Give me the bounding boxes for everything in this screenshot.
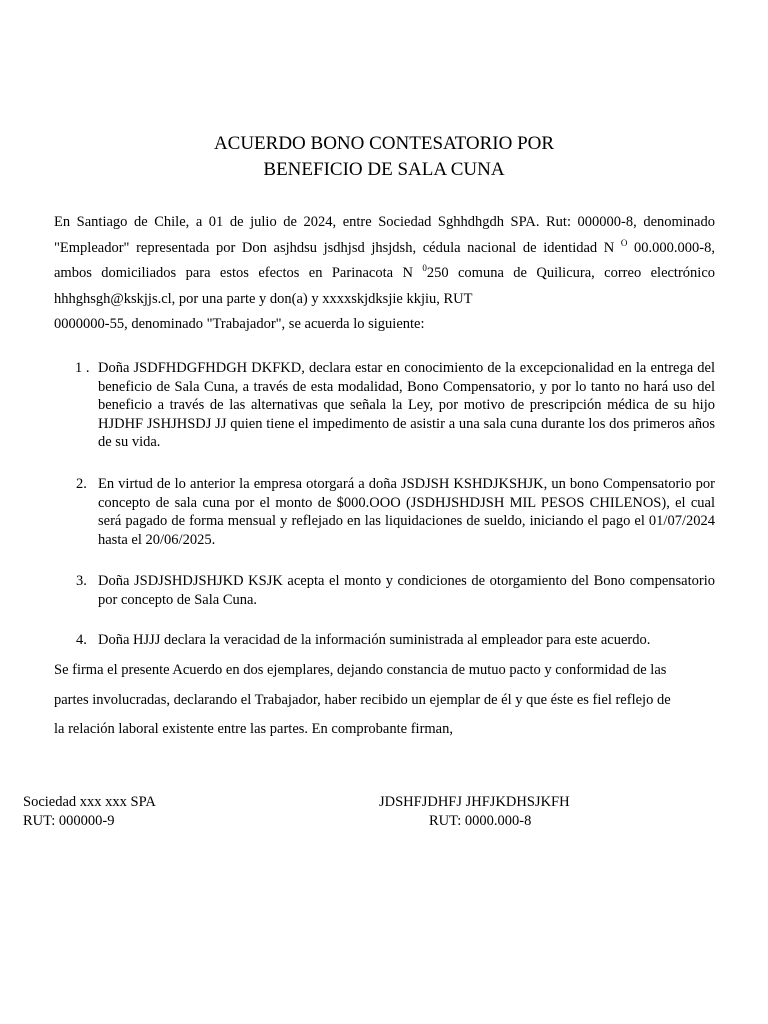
intro-line-1: En Santiago de Chile, a 01 de julio de 2024, entre Sociedad Sghhdhgdh SPA. Rut: 000000-8, denominado bbox=[54, 214, 715, 230]
title-line-2: BENEFICIO DE SALA CUNA bbox=[263, 159, 505, 180]
intro-line-2-text: "Empleador" representada por Don asjhdsu jsdhjsd jhsjdsh, cédula nacional de identidad N bbox=[54, 239, 615, 256]
worker-signature-block bbox=[379, 793, 570, 830]
intro-line-3-address: 250 comuna de Quilicura, correo electrónico bbox=[426, 265, 716, 281]
worker-name: JDSHFJDHFJ JHFJKDHSJKFH bbox=[379, 794, 570, 810]
intro-line-3-text: ambos domiciliados para estos efectos en Parinacota N bbox=[54, 265, 423, 281]
employer-signature-block bbox=[23, 793, 156, 830]
list-item-text: Doña JSDJSHDJSHJKD KSJK acepta el monto y condiciones de otorgamiento del Bono compensatorio por concepto de Sala Cuna. bbox=[98, 573, 715, 608]
list-item-number: 1 . bbox=[75, 360, 90, 376]
list-item bbox=[54, 359, 715, 452]
closing-line-1: Se firma el presente Acuerdo en dos ejemplares, dejando constancia de mutuo pacto y conformidad de las bbox=[54, 662, 667, 678]
list-item-text: Doña JSDFHDGFHDGH DKFKD, declara estar en conocimiento de la excepcionalidad en la entrega del beneficio de Sala Cuna, a través de esta modalidad, Bono Compensatorio, y por lo tanto no hará uso del beneficio a través de las alternativas que señala la Ley, por motivo de prescripción médica de su hijo HJDHF JSHJHSDJ JJ quien tiene el impedimento de asistir a una sala cuna durante los dos primeros años de su vida. bbox=[98, 360, 715, 450]
list-item bbox=[54, 572, 715, 609]
list-item bbox=[54, 475, 715, 549]
list-item-number: 4. bbox=[76, 632, 87, 648]
intro-line-2-id: 00.000.000-8, bbox=[627, 239, 716, 256]
employer-rut: RUT: 000000-9 bbox=[23, 812, 115, 829]
list-item-number: 2. bbox=[76, 476, 87, 492]
closing-paragraph bbox=[54, 656, 715, 745]
employer-name: Sociedad xxx xxx SPA bbox=[23, 794, 156, 810]
title-line-1: ACUERDO BONO CONTESATORIO POR bbox=[213, 133, 555, 154]
list-item-number: 3. bbox=[76, 573, 87, 589]
closing-line-2: partes involucradas, declarando el Trabajador, haber recibido un ejemplar de él y que éste es fiel reflejo de bbox=[54, 691, 671, 708]
intro-line-4: hhhghsgh@kskjjs.cl, por una parte y don(a) y xxxxskjdksjie kkjiu, RUT bbox=[54, 290, 473, 307]
intro-line-5: 0000000-55, denominado "Trabajador", se acuerda lo siguiente: bbox=[54, 316, 425, 332]
document-title bbox=[0, 131, 768, 183]
worker-rut: RUT: 0000.000-8 bbox=[429, 812, 532, 829]
list-item-text: Doña HJJJ declara la veracidad de la información suministrada al empleador para este acuerdo. bbox=[98, 632, 651, 648]
intro-line-3 bbox=[54, 261, 715, 287]
superscript-zero: 0 bbox=[422, 263, 427, 273]
list-item bbox=[54, 631, 715, 650]
intro-paragraph bbox=[54, 210, 715, 338]
closing-line-3: la relación laboral existente entre las partes. En comprobante firman, bbox=[54, 721, 453, 737]
superscript-o: O bbox=[620, 237, 628, 248]
list-item-text: En virtud de lo anterior la empresa otorgará a doña JSDJSH KSHDJKSHJK, un bono Compensatorio por concepto de sala cuna por el monto de $000.OOO (JSDHJSHDJSH MIL PESOS CHILENOS), el cual será pagado de forma mensual y reflejado en las liquidaciones de sueldo, iniciando el pago el 01/07/2024 hasta el 20/06/2025. bbox=[98, 476, 715, 548]
intro-line-2 bbox=[54, 236, 715, 262]
